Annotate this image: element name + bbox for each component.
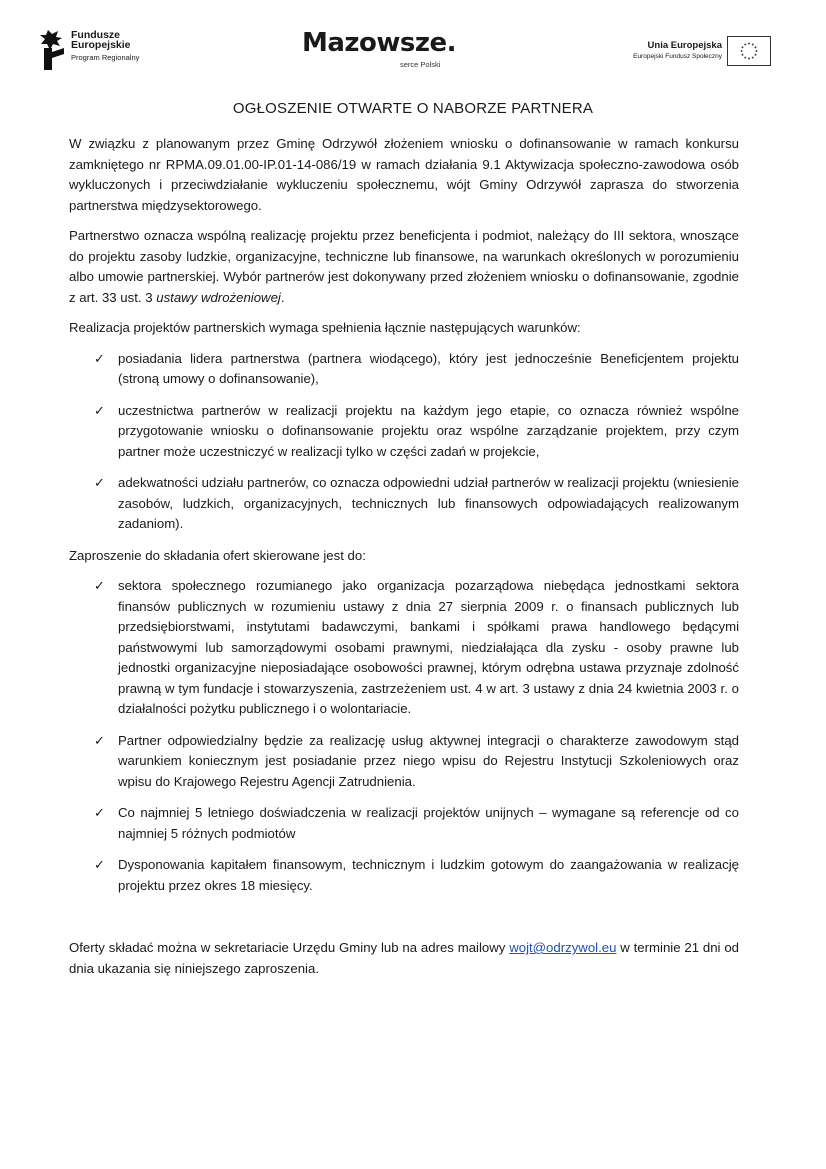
- conditions-list: [69, 349, 739, 535]
- condition-text: posiadania lidera partnerstwa (partnera wiodącego), który jest jednocześnie Beneficjentem projektu (stroną umowy o dofinansowanie),: [118, 350, 739, 386]
- document-body: [69, 134, 739, 989]
- mazowsze-tagline: serce Polski: [400, 60, 441, 69]
- invite-intro: Zaproszenie do składania ofert skierowane jest do:: [69, 547, 366, 563]
- list-item: [69, 855, 739, 896]
- invite-text: Partner odpowiedzialny będzie za realizację usług aktywnej integracji o charakterze zawodowym stąd warunkiem koniecznym jest posiadanie przez niego wpisu do Rejestru Instytucji Szkoleniowych oraz wpisu do Krajowego Rejestru Agencji Zatrudnienia.: [118, 732, 739, 789]
- conditions-intro: Realizacja projektów partnerskich wymaga spełnienia łącznie następujących warunków:: [69, 320, 581, 335]
- partnership-text-end: .: [280, 289, 285, 305]
- list-item: [69, 401, 739, 463]
- eu-flag-icon: [727, 36, 771, 66]
- partnership-text: Partnerstwo oznacza wspólną realizację projektu przez beneficjenta i podmiot, należący do III sektora, wnoszące do projektu zasoby ludzkie, organizacyjne, techniczne lub finansowe, na warunkach określonych w porozumieniu albo umowie partnerskiej. Wybór partnerów jest dokonywany przed złożeniem wniosku o dofinansowanie, zgodnie z art. 33 ust. 3: [69, 228, 739, 305]
- check-icon: ✓: [94, 350, 105, 366]
- check-icon: ✓: [94, 402, 105, 418]
- condition-text: adekwatności udziału partnerów, co oznacza odpowiedni udział partnerów w realizacji projektu (wniesienie zasobów, ludzkich, organizacyjnych, technicznych lub finansowych odpowiadających realizowanym zadaniom).: [118, 475, 739, 531]
- eu-logo-text: [622, 40, 722, 60]
- act-name: ustawy wdrożeniowej: [156, 289, 281, 305]
- condition-text: uczestnictwa partnerów w realizacji projektu na każdym jego etapie, co oznacza również wspólne przygotowanie wniosku o dofinansowanie projektu oraz wspólne zarządzanie projektem, przy czym partner może uczestniczyć w realizacji tylko w części zadań w projekcie,: [118, 402, 739, 459]
- intro-paragraph: W związku z planowanym przez Gminę Odrzywół złożeniem wniosku o dofinansowanie w ramach konkursu zamkniętego nr RPMA.09.01.00-IP.01-14-086/19 w ramach działania 9.1 Aktywizacja społeczno-zawodowa osób wykluczonych i przeciwdziałanie wykluczeniu społecznemu, wójt Gminy Odrzywół zaprasza do stworzenia partnerstwa międzysektorowego.: [69, 136, 739, 213]
- page-title: OGŁOSZENIE OTWARTE O NABORZE PARTNERA: [232, 100, 594, 117]
- list-item: [69, 731, 739, 793]
- list-item: [69, 349, 739, 390]
- fe-star-figure-icon: [38, 28, 66, 72]
- document-header: [0, 0, 826, 90]
- closing-text-end: w terminie 21 dni od dnia ukazania się niniejszego zaproszenia.: [69, 940, 739, 976]
- fe-logo-text: [71, 30, 139, 63]
- mazowsze-wordmark: Mazowsze.: [302, 28, 457, 58]
- invite-text: sektora społecznego rozumianego jako organizacja pozarządowa niebędąca jednostkami sektora finansów publicznych w rozumieniu ustawy z dnia 27 sierpnia 2009 r. o finansach publicznych lub przedsiębiorstwami, instytutami badawczymi, bankami i spółkami prawa handlowego będącymi państwowymi lub samorządowymi osobami prawnymi, niedziałająca dla zysku - osoby prawne lub jednostki organizacyjne nieposiadające osobowości prawnej, którym odrębna ustawa przyznaje zdolność prawną w tym fundacje i stowarzyszenia, zastrzeżeniem ust. 4 w art. 3 ustawy z dnia 24 kwietnia 2003 r. o działalności pożytku publicznego i o wolontariacie.: [118, 578, 739, 716]
- invite-list: [69, 576, 739, 896]
- invite-text: Dysponowania kapitałem finansowym, technicznym i ludzkim gotowym do zaangażowania w realizację projektu przez okres 18 miesięcy.: [118, 857, 739, 893]
- check-icon: ✓: [94, 475, 105, 490]
- list-item: [69, 576, 739, 720]
- list-item: [69, 473, 739, 535]
- check-icon: ✓: [94, 805, 105, 820]
- closing-paragraph: [69, 938, 739, 979]
- partnership-paragraph: [69, 226, 739, 308]
- fe-line3: Program Regionalny: [71, 53, 140, 62]
- eu-line1: Unia Europejska: [647, 40, 722, 51]
- mazowsze-logo: [300, 30, 460, 72]
- check-icon: ✓: [94, 857, 105, 872]
- list-item: [69, 803, 739, 844]
- closing-text: Oferty składać można w sekretariacie Urzędu Gminy lub na adres mailowy: [69, 940, 510, 955]
- check-icon: ✓: [94, 578, 105, 593]
- eu-line2: Europejski Fundusz Społeczny: [633, 53, 722, 60]
- fe-line1: Fundusze: [71, 29, 120, 41]
- check-icon: ✓: [94, 732, 105, 748]
- fe-line2: Europejskie: [71, 39, 131, 51]
- fundusze-europejskie-logo: [38, 28, 158, 72]
- eu-logo: [622, 36, 774, 68]
- invite-text: Co najmniej 5 letniego doświadczenia w realizacji projektów unijnych – wymagane są referencje od co najmniej 5 różnych podmiotów: [118, 805, 739, 841]
- email-link[interactable]: wojt@odrzywol.eu: [509, 940, 617, 955]
